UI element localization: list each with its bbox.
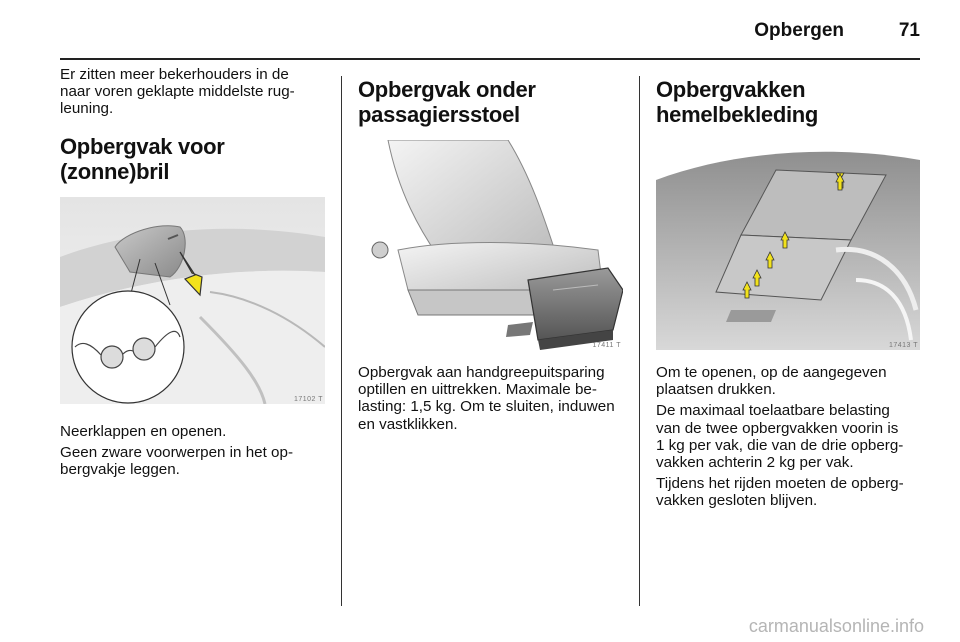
column-divider-2 <box>639 76 640 606</box>
figure-code: 17411 T <box>592 342 621 349</box>
figure-under-seat-storage <box>358 140 623 350</box>
header-rule <box>60 58 920 60</box>
heading-sunglasses-holder: Opbergvak voor (zonne)bril <box>60 133 225 184</box>
figure-sunglasses-holder <box>60 197 325 404</box>
heading-roof-lining-storage: Opbergvakken hemelbekleding <box>656 77 819 127</box>
para-keep-closed: Tijdens het rijden moeten de opberg- vakken gesloten blijven. <box>656 475 904 510</box>
section-title: Opbergen <box>754 20 844 41</box>
sunglasses-holder-illustration <box>60 197 325 404</box>
intro-text: Er zitten meer bekerhouders in de naar voren geklapte middelste rug- leuning. <box>60 66 295 118</box>
figure-roof-lining-storage <box>656 140 920 350</box>
para-open-instructions: Om te openen, op de aangegeven plaatsen drukken. <box>656 364 887 399</box>
column-divider-1 <box>341 76 342 606</box>
column-1 <box>60 66 330 482</box>
roof-lining-illustration <box>656 140 920 350</box>
para-under-seat-instructions: Opbergvak aan handgreepuitsparing optillen en uittrekken. Maximale be- lasting: 1,5 kg. Om te sluiten, induwen en vastklikken. <box>358 364 615 433</box>
figure-code: 17102 T <box>293 395 323 403</box>
page-header <box>60 0 920 58</box>
para-fold-down: Neerklappen en openen. <box>60 422 227 440</box>
para-no-heavy-objects: Geen zware voorwerpen in het op- bergvakje leggen. <box>60 443 294 479</box>
figure-code: 17413 T <box>888 342 918 349</box>
para-max-load: De maximaal toelaatbare belasting van de twee opbergvakken voorin is 1 kg per vak, die van de drie opberg- vakken achterin 2 kg per vak. <box>656 402 904 472</box>
heading-under-seat-storage: Opbergvak onder passagiersstoel <box>358 77 536 127</box>
passenger-seat-illustration <box>358 140 623 350</box>
page-number: 71 <box>898 20 920 41</box>
watermark-text: carmanualsonline.info <box>748 616 924 636</box>
column-2 <box>358 66 628 437</box>
column-3 <box>656 66 926 514</box>
